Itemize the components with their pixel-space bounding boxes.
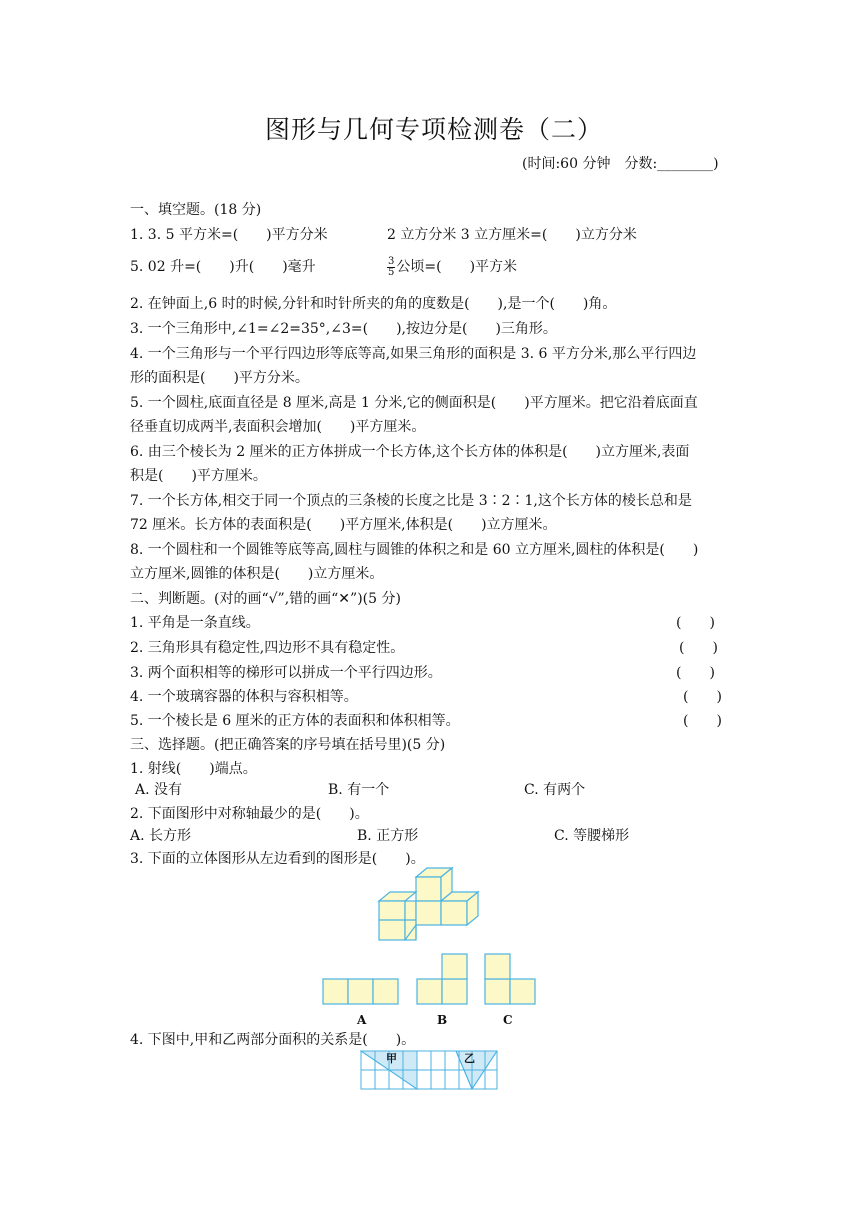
option-a-square bbox=[373, 979, 398, 1004]
question-8-line2: 立方厘米,圆锥的体积是( )立方厘米。 bbox=[130, 566, 384, 582]
option-a-square bbox=[348, 979, 373, 1004]
judge-item: 2. 三角形具有稳定性,四边形不具有稳定性。 bbox=[130, 640, 405, 656]
area-grid-figure bbox=[361, 1051, 499, 1091]
fraction-denominator: 5 bbox=[388, 266, 395, 278]
judge-item: 4. 一个玻璃容器的体积与容积相等。 bbox=[130, 689, 358, 705]
question-4-line1: 4. 一个三角形与一个平行四边形等底等高,如果三角形的面积是 3. 6 平方分米,那么平行四边 bbox=[130, 346, 697, 362]
q1-part-c: 5. 02 升=( )升( )毫升 bbox=[130, 259, 316, 275]
judge-item: 5. 一个棱长是 6 厘米的正方体的表面积和体积相等。 bbox=[130, 713, 460, 729]
option-c-square bbox=[485, 954, 510, 979]
cube-top-face bbox=[379, 892, 416, 901]
section2-heading: 二、判断题。(对的画“√”,错的画“✕”)(5 分) bbox=[130, 591, 401, 607]
option-b-square bbox=[442, 954, 467, 979]
cube-front-face bbox=[416, 877, 441, 901]
question-8-line1: 8. 一个圆柱和一个圆锥等底等高,圆柱与圆锥的体积之和是 60 立方厘米,圆柱的体积是( ) bbox=[130, 542, 699, 558]
label-yi: 乙 bbox=[464, 1052, 475, 1065]
fraction-numerator: 3 bbox=[388, 255, 395, 267]
question-6-line1: 6. 由三个棱长为 2 厘米的正方体拼成一个长方体,这个长方体的体积是( )立方厘米,表面 bbox=[130, 444, 690, 460]
option-a-square bbox=[323, 979, 348, 1004]
option-c-square bbox=[485, 979, 510, 1004]
choice-q2-option-a: A. 长方形 bbox=[130, 828, 192, 844]
question-2: 2. 在钟面上,6 时的时候,分针和时针所夹的角的度数是( ),是一个( )角。 bbox=[130, 296, 617, 312]
option-label-b: B bbox=[437, 1013, 448, 1027]
choice-q1: 1. 射线( )端点。 bbox=[130, 761, 257, 777]
question-5-line2: 径垂直切成两半,表面积会增加( )平方厘米。 bbox=[130, 419, 426, 435]
question-4-line2: 形的面积是( )平方分米。 bbox=[130, 370, 309, 386]
cube-front-face bbox=[441, 901, 467, 925]
judge-item: 3. 两个面积相等的梯形可以拼成一个平行四边形。 bbox=[130, 665, 442, 681]
question-5-line1: 5. 一个圆柱,底面直径是 8 厘米,高是 1 分米,它的侧面积是( )平方厘米。把它沿着底面直 bbox=[130, 395, 698, 411]
answer-bracket: ( ) bbox=[683, 713, 722, 729]
answer-bracket: ( ) bbox=[676, 665, 715, 681]
option-label-c: C bbox=[503, 1013, 513, 1027]
page-title: 图形与几何专项检测卷（二） bbox=[265, 115, 604, 144]
choice-q1-option-a: A. 没有 bbox=[135, 782, 183, 798]
q1-part-a: 1. 3. 5 平方米=( )平方分米 bbox=[130, 227, 328, 243]
q1-part-b: 2 立方分米 3 立方厘米=( )立方分米 bbox=[387, 227, 637, 243]
q1-part-d bbox=[387, 253, 517, 281]
q1-part-d-text: 公顷=( )平方米 bbox=[396, 259, 518, 275]
fraction bbox=[387, 257, 395, 278]
question-7-line2: 72 厘米。长方体的表面积是( )平方厘米,体积是( )立方厘米。 bbox=[130, 517, 557, 533]
answer-bracket: ( ) bbox=[683, 689, 722, 705]
option-b-square bbox=[442, 979, 467, 1004]
cube-stack-figure bbox=[375, 866, 485, 944]
option-c-square bbox=[510, 979, 535, 1004]
question-3: 3. 一个三角形中,∠1=∠2=35°,∠3=( ),按边分是( )三角形。 bbox=[130, 321, 557, 337]
choice-q2-option-b: B. 正方形 bbox=[357, 828, 419, 844]
choice-q4: 4. 下图中,甲和乙两部分面积的关系是( )。 bbox=[130, 1032, 416, 1048]
question-6-line2: 积是( )平方厘米。 bbox=[130, 468, 267, 484]
cube-front-face bbox=[416, 901, 441, 925]
choice-q2-option-c: C. 等腰梯形 bbox=[554, 828, 630, 844]
option-b-square bbox=[417, 979, 442, 1004]
choice-q2: 2. 下面图形中对称轴最少的是( )。 bbox=[130, 806, 369, 822]
choice-q3: 3. 下面的立体图形从左边看到的图形是( )。 bbox=[130, 851, 425, 867]
option-label-a: A bbox=[357, 1013, 367, 1027]
choice-q1-option-b: B. 有一个 bbox=[328, 782, 390, 798]
question-7-line1: 7. 一个长方体,相交于同一个顶点的三条棱的长度之比是 3∶2∶1,这个长方体的棱长总和是 bbox=[130, 493, 692, 509]
section1-heading: 一、填空题。(18 分) bbox=[130, 202, 262, 218]
choice-q1-option-c: C. 有两个 bbox=[524, 782, 586, 798]
exam-meta: (时间:60 分钟 分数:________) bbox=[522, 156, 719, 172]
view-options-figure bbox=[322, 950, 542, 1008]
judge-item: 1. 平角是一条直线。 bbox=[130, 615, 260, 631]
label-jia: 甲 bbox=[386, 1052, 397, 1065]
answer-bracket: ( ) bbox=[676, 615, 715, 631]
section3-heading: 三、选择题。(把正确答案的序号填在括号里)(5 分) bbox=[130, 737, 446, 753]
answer-bracket: ( ) bbox=[679, 640, 718, 656]
